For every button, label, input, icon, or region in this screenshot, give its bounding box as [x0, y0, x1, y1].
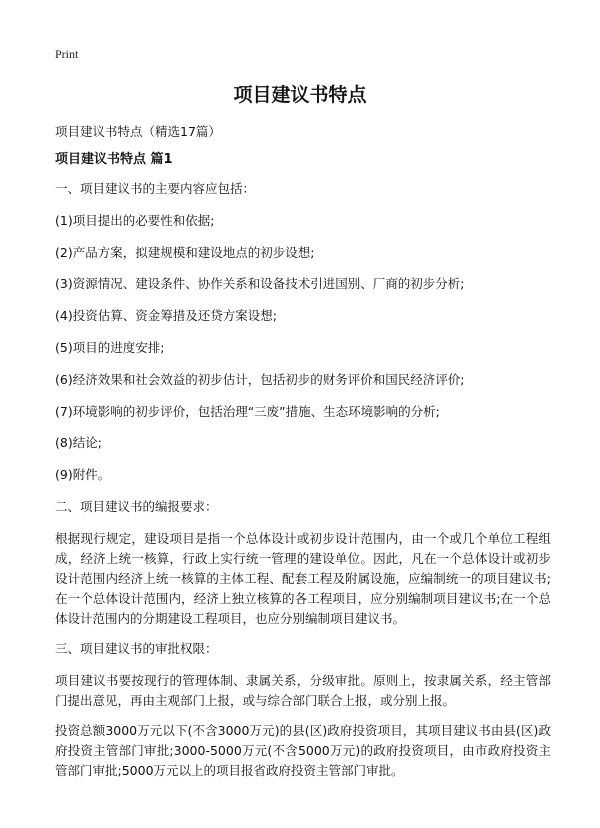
heading-requirements: 二、项目建议书的编报要求： [55, 498, 218, 514]
list-item: (8)结论; [55, 435, 102, 451]
list-item: (9)附件。 [55, 467, 111, 483]
list-item: (1)项目提出的必要性和依据; [55, 212, 215, 228]
list-item: (2)产品方案，拟建规模和建设地点的初步设想; [55, 244, 315, 260]
list-item: (4)投资估算、资金筹措及还贷方案设想; [55, 308, 277, 324]
heading-contents: 一、项目建议书的主要内容应包括： [55, 181, 256, 196]
heading-approval: 三、项目建议书的审批权限： [55, 640, 218, 656]
list-item: (5)项目的进度安排; [55, 339, 165, 355]
list-item: (3)资源情况、建设条件、协作关系和设备技术引进国别、厂商的初步分析; [55, 276, 465, 292]
list-item: (7)环境影响的初步评价，包括治理“三废”措施、生态环境影响的分析; [55, 403, 440, 419]
section-title: 项目建议书特点 篇1 [55, 152, 173, 167]
list-item: (6)经济效果和社会效益的初步估计，包括初步的财务评价和国民经济评价; [55, 371, 465, 387]
page-title: 项目建议书特点 [233, 84, 367, 106]
paragraph-investment: 投资总额3000万元以下(不含3000万元)的县(区)政府投资项目，其项目建议书由县(区)政府投资主管部门审批;3000-5000万元(不含5000万元)的政府投资项目，由市政府投资主管部门审批;5000万元以上的项目报省政府投资主管部门审批。 [55, 722, 551, 778]
document-subtitle: 项目建议书特点（精选17篇） [55, 124, 221, 139]
print-label: Print [55, 47, 79, 61]
paragraph-approval: 项目建议书要按现行的管理体制、隶属关系，分级审批。原则上，按隶属关系，经主管部门提出意见，再由主观部门上报，或与综合部门联合上报，或分别上报。 [55, 672, 551, 708]
document-body [55, 122, 551, 791]
paragraph-requirements: 根据现行规定，建设项目是指一个总体设计或初步设计范围内，由一个或几个单位工程组成，经济上统一核算，行政上实行统一管理的建设单位。因此，凡在一个总体设计或初步设计范围内经济上统一核算的主体工程、配套工程及附属设施，应编制统一的项目建议书;在一个总体设计范围内，经济上独立核算的各工程项目，应分别编制项目建议书;在一个总体设计范围内的分期建设工程项目，也应分别编制项目建议书。 [55, 530, 551, 626]
